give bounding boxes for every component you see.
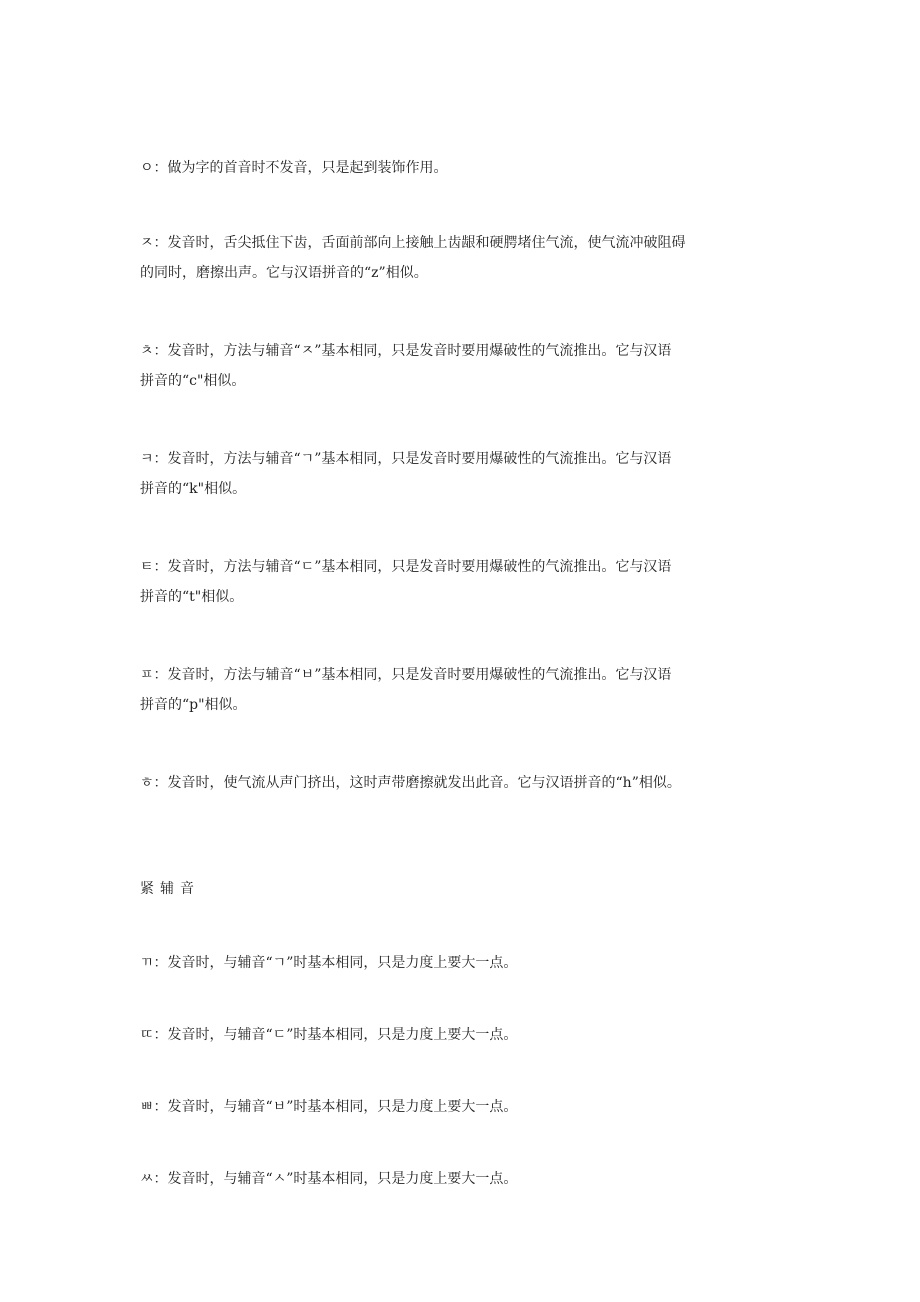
- paragraph-ssanggiyeok: [140, 948, 780, 978]
- paragraph-pieup: [140, 660, 780, 720]
- paragraph-tieut: [140, 552, 780, 612]
- paragraph-line: ㅋ：发音时，方法与辅音“ㄱ”基本相同，只是发音时要用爆破性的气流推出。它与汉语: [140, 451, 672, 467]
- paragraph-jieut: [140, 228, 780, 288]
- paragraph-line: 的同时，磨擦出声。它与汉语拼音的“z”相似。: [140, 265, 428, 281]
- paragraph-line: ㅃ：发音时，与辅音“ㅂ”时基本相同，只是力度上要大一点。: [140, 1099, 518, 1115]
- paragraph-ieung: [140, 153, 780, 183]
- section-heading: 紧辅音: [140, 881, 200, 897]
- paragraph-chieut: [140, 336, 780, 396]
- paragraph-line: ㅈ：发音时，舌尖抵住下齿，舌面前部向上接触上齿龈和硬腭堵住气流，使气流冲破阻碍: [140, 235, 686, 251]
- paragraph-line: 拼音的“k"相似。: [140, 481, 247, 497]
- paragraph-line: ㅌ：发音时，方法与辅音“ㄷ”基本相同，只是发音时要用爆破性的气流推出。它与汉语: [140, 559, 672, 575]
- paragraph-line: ㄸ：发音时，与辅音“ㄷ”时基本相同，只是力度上要大一点。: [140, 1027, 518, 1043]
- paragraph-line: ㅇ：做为字的首音时不发音，只是起到装饰作用。: [140, 160, 448, 176]
- paragraph-line: ㅆ：发音时，与辅音“ㅅ”时基本相同，只是力度上要大一点。: [140, 1171, 518, 1187]
- paragraph-line: 拼音的“p"相似。: [140, 697, 247, 713]
- paragraph-hieut: [140, 768, 780, 798]
- paragraph-ssangsiot: [140, 1164, 780, 1194]
- paragraph-line: ㅊ：发音时，方法与辅音“ㅈ”基本相同，只是发音时要用爆破性的气流推出。它与汉语: [140, 343, 672, 359]
- paragraph-ssangdigeut: [140, 1020, 780, 1050]
- paragraph-ssangbieup: [140, 1092, 780, 1122]
- paragraph-line: ㅎ：发音时，使气流从声门挤出，这时声带磨擦就发出此音。它与汉语拼音的“h”相似。: [140, 775, 681, 791]
- paragraph-line: ㅍ：发音时，方法与辅音“ㅂ”基本相同，只是发音时要用爆破性的气流推出。它与汉语: [140, 667, 672, 683]
- paragraph-line: 拼音的“c"相似。: [140, 373, 246, 389]
- paragraph-line: 拼音的“t"相似。: [140, 589, 244, 605]
- paragraph-line: ㄲ：发音时，与辅音“ㄱ”时基本相同，只是力度上要大一点。: [140, 955, 518, 971]
- paragraph-kieuk: [140, 444, 780, 504]
